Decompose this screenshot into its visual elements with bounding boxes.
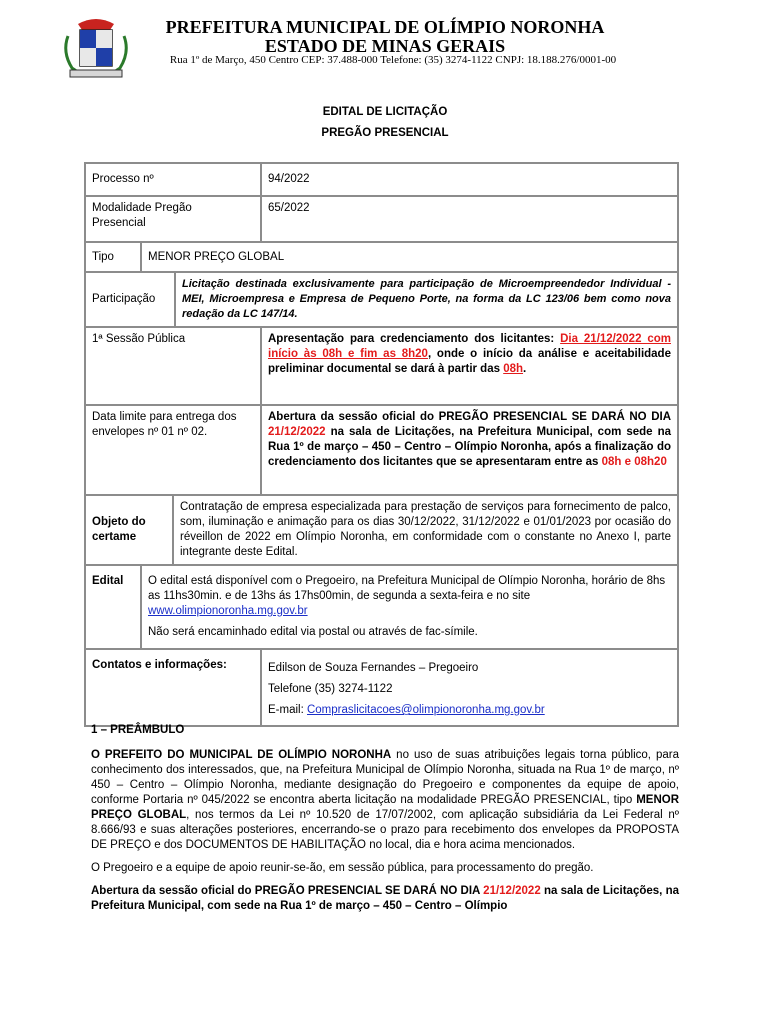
participacao-label: Participação bbox=[85, 272, 175, 327]
table-row bbox=[85, 327, 678, 405]
edital-label: Edital bbox=[85, 565, 141, 649]
sessao-date-highlight: Dia 21/12/2022 com início às 08h e fim as 8h20 bbox=[268, 333, 671, 360]
document-title: EDITAL DE LICITAÇÃO bbox=[322, 106, 448, 118]
municipality-address: Rua 1º de Março, 450 Centro CEP: 37.488-000 Telefone: (35) 3274-1122 CNPJ: 18.188.276/0001-00 bbox=[169, 54, 617, 66]
table-row bbox=[85, 495, 678, 565]
table-row bbox=[85, 405, 678, 495]
participacao-value: Licitação destinada exclusivamente para participação de Microempreendedor Individual - MEI, Microempresa e Empresa de Pequeno Porte, na forma da LC 123/06 bem como nova redação da LC 147/14. bbox=[175, 272, 678, 327]
process-info-table bbox=[84, 162, 679, 727]
table-row bbox=[85, 196, 678, 242]
contato-telefone: Telefone (35) 3274-1122 bbox=[268, 683, 393, 695]
modalidade-value: 65/2022 bbox=[261, 196, 678, 242]
data-limite-label: Data limite para entrega dos envelopes nº 01 nº 02. bbox=[85, 405, 261, 495]
municipal-crest-logo bbox=[58, 16, 134, 80]
document-subtitle: PREGÃO PRESENCIAL bbox=[321, 127, 449, 139]
preambulo-paragraph: O PREFEITO DO MUNICIPAL DE OLÍMPIO NORONHA no uso de suas atribuições legais torna público, para conhecimento dos interessados, que, na Prefeitura Municipal de Olímpio Noronha, situada na Rua 1º de março, nº 450 – Centro – Olímpio Noronha, mediante designação do Pregoeiro e componentes da equipe de apoio, conforme Portaria nº 045/2022 se encontra aberta licitação na modalidade PREGÃO PRESENCIAL, tipo MENOR PREÇO GLOBAL, nos termos da Lei nº 10.520 de 17/07/2002, com aplicação subsidiária da Lei Federal nº 8.666/93 e suas alterações posteriores, encerrando-se o prazo para recebimento dos envelopes da PROPOSTA DE PREÇO e dos DOCUMENTOS DE HABILITAÇÃO no local, dia e hora acima mencionados. bbox=[91, 749, 680, 851]
modalidade-label: Modalidade Pregão Presencial bbox=[85, 196, 261, 242]
objeto-label: Objeto do certame bbox=[85, 495, 173, 565]
section-title: 1 – PREÂMBULO bbox=[91, 724, 185, 736]
table-row bbox=[85, 242, 678, 272]
tipo-value: MENOR PREÇO GLOBAL bbox=[141, 242, 678, 272]
contato-nome: Edilson de Souza Fernandes – Pregoeiro bbox=[268, 662, 479, 674]
data-limite-value: Abertura da sessão oficial do PREGÃO PRESENCIAL SE DARÁ NO DIA 21/12/2022 na sala de Licitações, na Prefeitura Municipal, com sede na Rua 1º de março – 450 – Centro – Olímpio Noronha, após a finalização do credenciamento dos licitantes que se apresentaram entre as 08h e 08h20 bbox=[261, 405, 678, 495]
pregoeiro-paragraph: O Pregoeiro e a equipe de apoio reunir-se-ão, em sessão pública, para processamento do pregão. bbox=[91, 862, 594, 874]
edital-value: O edital está disponível com o Pregoeiro, na Prefeitura Municipal de Olímpio Noronha, horário de 8hs as 11hs30min. e de 13hs ás 17hs00min, de segunda a sexta-feira e no site www.olimpionoronha.mg.gov.br Não será encaminhado edital via postal ou através de fac-símile. bbox=[141, 565, 678, 649]
sessao-label: 1ª Sessão Pública bbox=[85, 327, 261, 405]
contato-email-row: E-mail: Compraslicitacoes@olimpionoronha.mg.gov.br bbox=[268, 704, 545, 716]
processo-value: 94/2022 bbox=[261, 163, 678, 196]
table-row bbox=[85, 163, 678, 196]
data-limite-date: 21/12/2022 bbox=[268, 426, 326, 438]
objeto-value: Contratação de empresa especializada para prestação de serviços para fornecimento de palco, som, iluminação e animação para os dias 30/12/2022, 31/12/2022 e 01/01/2023 por ocasião do réveillon de 2022 em Olímpio Noronha, em conformidade com o constante no Anexo I, parte integrante deste Edital. bbox=[173, 495, 678, 565]
table-row bbox=[85, 565, 678, 649]
preambulo-section bbox=[91, 723, 679, 914]
contatos-value bbox=[261, 649, 678, 726]
contatos-label: Contatos e informações: bbox=[85, 649, 261, 726]
contato-email-link[interactable]: Compraslicitacoes@olimpionoronha.mg.gov.br bbox=[306, 704, 545, 716]
abertura-date: 21/12/2022 bbox=[483, 885, 541, 897]
municipality-title: PREFEITURA MUNICIPAL DE OLÍMPIO NORONHA bbox=[165, 17, 605, 37]
sessao-time-highlight: 08h bbox=[503, 363, 524, 375]
table-row bbox=[85, 272, 678, 327]
abertura-paragraph: Abertura da sessão oficial do PREGÃO PRESENCIAL SE DARÁ NO DIA 21/12/2022 na sala de Licitações, na Prefeitura Municipal, com sede na Rua 1º de março – 450 – Centro – Olímpio bbox=[91, 885, 680, 912]
state-title: ESTADO DE MINAS GERAIS bbox=[264, 36, 506, 56]
data-limite-time: 08h e 08h20 bbox=[601, 456, 667, 468]
table-row bbox=[85, 649, 678, 726]
edital-note: Não será encaminhado edital via postal ou através de fac-símile. bbox=[148, 626, 478, 638]
processo-label: Processo nº bbox=[85, 163, 261, 196]
sessao-value: Apresentação para credenciamento dos licitantes: Dia 21/12/2022 com início às 08h e fim as 8h20, onde o início da análise e aceitabilidade preliminar documental se dará à partir das 08h. bbox=[261, 327, 678, 405]
edital-site-link[interactable]: www.olimpionoronha.mg.gov.br bbox=[148, 605, 308, 617]
tipo-label: Tipo bbox=[85, 242, 141, 272]
